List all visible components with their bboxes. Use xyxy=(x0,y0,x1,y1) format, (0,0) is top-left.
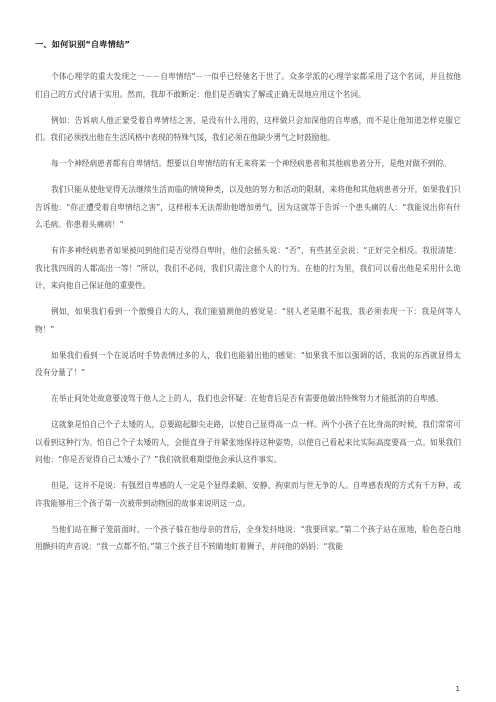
paragraph: 我们只能从使他觉得无法继续生活而临的情境种类，以及他的努力和活动的限制，来将他和其他病患者分开。如果我们只告诉他：“你正遭受着自卑情结之害”，这样根本无法帮助他增加勇气，因为这就等于告诉一个患头痛的人：“我能说出你有什么毛病。你患着头痛病！” xyxy=(35,185,461,229)
paragraph: 在举止间处处故意要凌驾于他人之上的人，我们也会怀疑：在他背后是否有需要他做出特殊努力才能抵消的自卑感。 xyxy=(51,394,444,403)
paragraph: 有许多神经病患者如果被问到他们是否觉得自卑时，他们会摇头说：“否”，有些甚至会说：“正好完全相反。我很清楚：我比我四周的人都高出一等！”所以，我们不必问，我们只需注意个人的行为。在他的行为里，我们可以看出他是采用什么诡计，来向他自己保证他的重要性。 xyxy=(35,246,461,290)
paragraph: 但是，这并不是说：有强烈自卑感的人一定是个显得柔顺、安静、拘束而与世无争的人。自卑感表现的方式有千万种，或许我能够用三个孩子第一次被带到动物园的故事来说明这一点。 xyxy=(35,481,461,508)
paragraph: 这就象是怕自己个子太矮的人，总要踮起脚尖走路，以使自己显得高一点一样。两个小孩子在比身高的时候，我们常常可以看到这种行为。怕自己个子太矮的人，会挺直身子并紧张地保持这种姿势，以使自己看起来比实际高度要高一点。如果我们问他：“你是否觉得自己太矮小了？”我们就很难期望他会承认这件事实。 xyxy=(35,420,461,464)
paragraph: 每一个神经病患者都有自卑情结。想要以自卑情结的有无来将某一个神经病患者和其他病患者分开，是绝对做不到的。 xyxy=(51,159,451,168)
page-number: 1 xyxy=(455,685,460,693)
paragraph: 如果我们看到一个在说话时手势表情过多的人，我们也能猜出他的感觉：“如果我不加以强调的话，我说的东西就显得太没有分量了！” xyxy=(35,350,461,377)
paragraph: 例如，如果我们看到一个傲慢自大的人，我们能猜测他的感觉是：“别人老是瞧不起我，我必须表现一下：我是何等人物！” xyxy=(35,307,461,334)
paragraph: 例如：告诉病人他正蒙受着自卑情结之害，是没有什么用的，这样做只会加深他的自卑感，而不是让他知道怎样克服它们。我们必须找出他在生活风格中表现的特殊气馁，我们必须在他缺少勇气之时鼓励他。 xyxy=(35,115,461,142)
section-heading: 一、如何识别“自卑情结” xyxy=(35,39,131,49)
body-text xyxy=(35,68,461,564)
paragraph: 当他们站在狮子笼前面时，一个孩子躲在他母亲的背后，全身发抖地说：“我要回家。”第二个孩子站在原地，脸色苍白地用颤抖的声音说：“我一点都不怕。”第三个孩子目不转睛地盯着狮子，并问他的妈妈：“我能 xyxy=(35,524,461,551)
paragraph: 个体心理学的重大发现之一－－自卑情结”－一似乎已经驰名于世了。众多学派的心理学家都采用了这个名词，并且按他们自己的方式付诸于实用。然而，我却不敢断定：他们是否确实了解或正确无误地应用这个名词。 xyxy=(35,72,461,99)
